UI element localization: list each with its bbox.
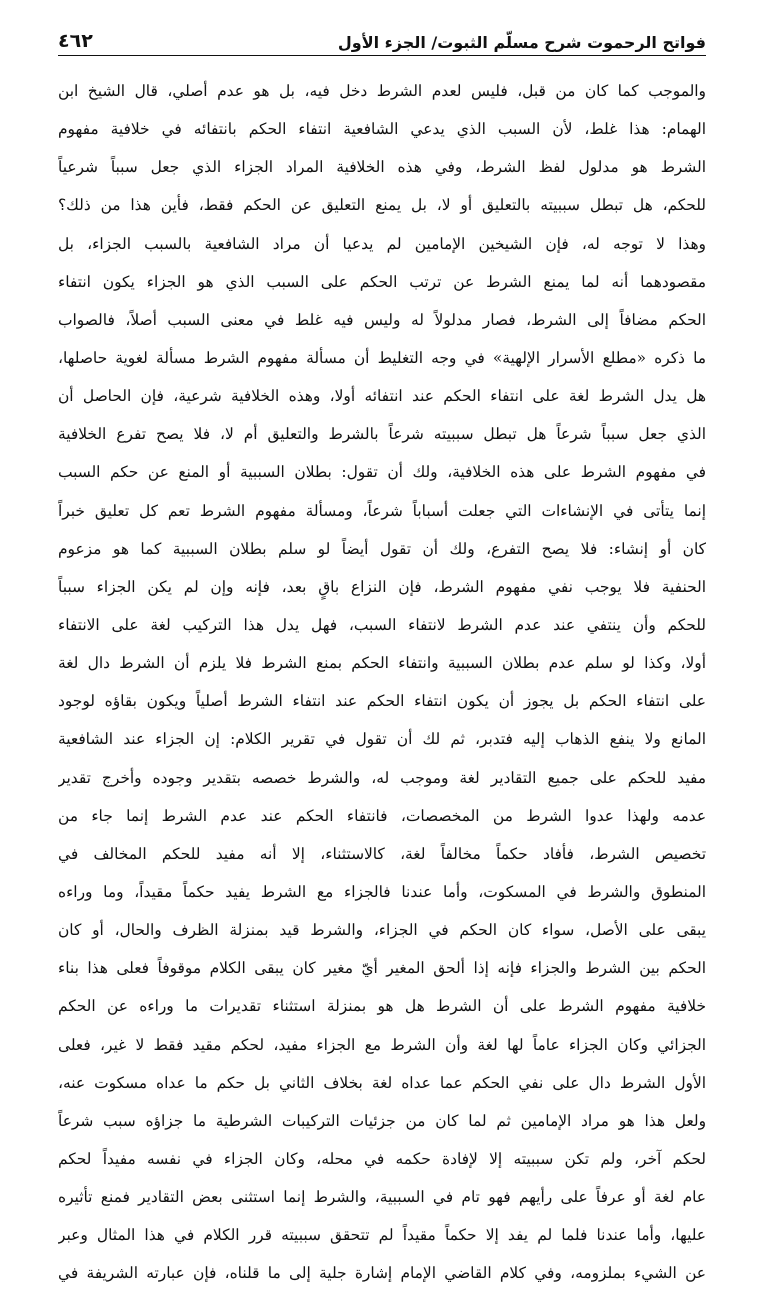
text-line: الأول الشرط دال على نفي الحكم عما عداه لغة بخلاف الثاني بل حكم ما عداه مسكوت عنه، [58, 1073, 706, 1092]
text-line: الهمام: هذا غلط، لأن السبب الذي يدعي الشافعية انتفاء الحكم بانتفائه في خلافية مفهوم [58, 120, 706, 139]
text-line: ولعل هذا هو مراد الإمامين ثم لما كان من جزئيات التركيبات الشرطية ما جزاؤه سبب شرعاً [58, 1111, 706, 1130]
running-header [58, 22, 706, 56]
text-line: الذي جعل سبباً شرعاً هل تبطل سببيته شرعاً بالشرط والتعليق أم لا، فلا يصح تفرع الخلافية [58, 425, 706, 444]
text-line: عن الشيء بملزومه، وفي كلام القاضي الإمام إشارة جلية إلى ما قلناه، فإن عبارته الشريفة في [58, 1264, 706, 1283]
text-line: المانع ولا ينفع الذهاب إليه فتدبر، ثم لك أن تقول في تقرير الكلام: إن الجزاء عند الشافعية [58, 730, 706, 749]
text-line: في مفهوم الشرط على هذه الخلافية، ولك أن تقول: بطلان السببية أو المنع عن حكم السبب [58, 463, 706, 482]
text-line: كان أو إنشاء: فلا يصح التفرع، ولك أن تقول أيضاً لو سلم بطلان السببية كما هو مزعوم [58, 539, 706, 558]
text-line: الحنفية فلا يوجب نفي مفهوم الشرط، فإن النزاع باقٍ بعد، فإنه وإن لم يكن الجزاء سبباً [58, 577, 706, 596]
text-line: عدمه ولهذا عدوا الشرط من المخصصات، فانتفاء الحكم عند عدم الشرط إنما جاء من [58, 806, 706, 825]
text-line: هل يدل الشرط لغة على انتفاء الحكم عند انتفائه أولا، وهذه الخلافية شرعية، فإن الحاصل أن [58, 387, 706, 406]
text-line: عام لغة أو عرفاً على رأيهم فهو تام في السببية، والشرط إنما استثنى بعض التقادير فمنع تأثيره [58, 1188, 706, 1207]
text-line: يبقى على الأصل، سواء كان الحكم في الجزاء، والشرط قيد بمنزلة الظرف والحال، أو كان [58, 921, 706, 940]
text-line: الحكم بين الشرط والجزاء فإنه إذا ألحق المغير أيّ مغير كان يبقى الكلام موقوفاً فعلى هذا بناء [58, 959, 706, 978]
document-page [58, 22, 706, 1283]
text-line: والموجب كما كان من قبل، فليس لعدم الشرط دخل فيه، بل هو عدم أصلي، قال الشيخ ابن [58, 82, 706, 100]
text-line: على انتفاء الحكم بل يجوز أن يكون انتفاء الحكم عند انتفاء الشرط أصلياً ويكون بقاؤه لوجود [58, 692, 706, 711]
text-line: لحكم آخر، ولم تكن سببيته إلا لإفادة حكمه في محله، وكان الجزاء في نفسه مفيداً لحكم [58, 1149, 706, 1168]
text-line: الشرط هو مدلول لفظ الشرط، وفي هذه الخلافية المراد الجزاء الذي جعل سبباً شرعياً [58, 158, 706, 177]
text-line: خلافية مفهوم الشرط على أن الشرط هل هو بمنزلة استثناء تقديرات ما وراءه عن الحكم [58, 997, 706, 1016]
text-line: إنما يتأتى في الإنشاءات التي جعلت أسباباً شرعاً، ومسألة مفهوم الشرط تعم كل تعليق خبراً [58, 501, 706, 520]
text-line: مقصودهما أنه لما يمنع الشرط عن ترتب الحكم على السبب الذي هو الجزاء يكون انتفاء [58, 272, 706, 291]
text-line: عليها، وأما عندنا فلما لم يفد إلا حكماً مقيداً لم تتحقق سببيته قرر الكلام في هذا المثال وعبر [58, 1226, 706, 1245]
text-line: للحكم وأن ينتفي عند عدم الشرط لانتفاء السبب، فهل يدل هذا التركيب لغة على الانتفاء [58, 615, 706, 634]
text-line: أولا، وكذا لو سلم عدم بطلان السببية وانتفاء الحكم بمنع الشرط فلا يلزم أن الشرط دال لغة [58, 654, 706, 673]
page-number: ٤٦٢ [58, 30, 93, 52]
text-line: مفيد للحكم على جميع التقادير لغة وموجب له، والشرط خصصه بتقدير وجوده وأخرج تقدير [58, 768, 706, 787]
text-line: ما ذكره «مطلع الأسرار الإلهية» في وجه التغليط أن مسألة مفهوم الشرط مسألة لغوية حاصلها، [58, 348, 706, 367]
body-text [58, 72, 706, 1293]
text-line: الحكم مضافاً إلى الشرط، فصار مدلولاً له وليس فيه غلط في معنى السبب أصلاً، فالصواب [58, 310, 706, 329]
text-line: الجزائي وكان الجزاء عاماً لها لغة وأن الشرط مع الجزاء مفيد، لحكم مقيد فقط لا غير، فعلى [58, 1035, 706, 1054]
book-title: فواتح الرحموت شرح مسلّم الثبوت/ الجزء الأول [337, 33, 706, 52]
text-line: تخصيص الشرط، فأفاد حكماً مخالفاً لغة، كالاستثناء، إلا أنه مفيد للحكم المخالف في [58, 844, 706, 863]
text-line: وهذا لا توجه له، فإن الشيخين الإمامين لم يدعيا أن مراد الشافعية بالسبب الجزاء، بل [58, 234, 706, 253]
text-line: المنطوق والشرط في المسكوت، وأما عندنا فالجزاء مع الشرط يفيد حكماً مقيداً، وما وراءه [58, 882, 706, 901]
text-line: للحكم، هل تبطل سببيته بالتعليق أو لا، بل يمنع التعليق عن الحكم فقط، فأين هذا من ذلك؟ [58, 196, 706, 215]
